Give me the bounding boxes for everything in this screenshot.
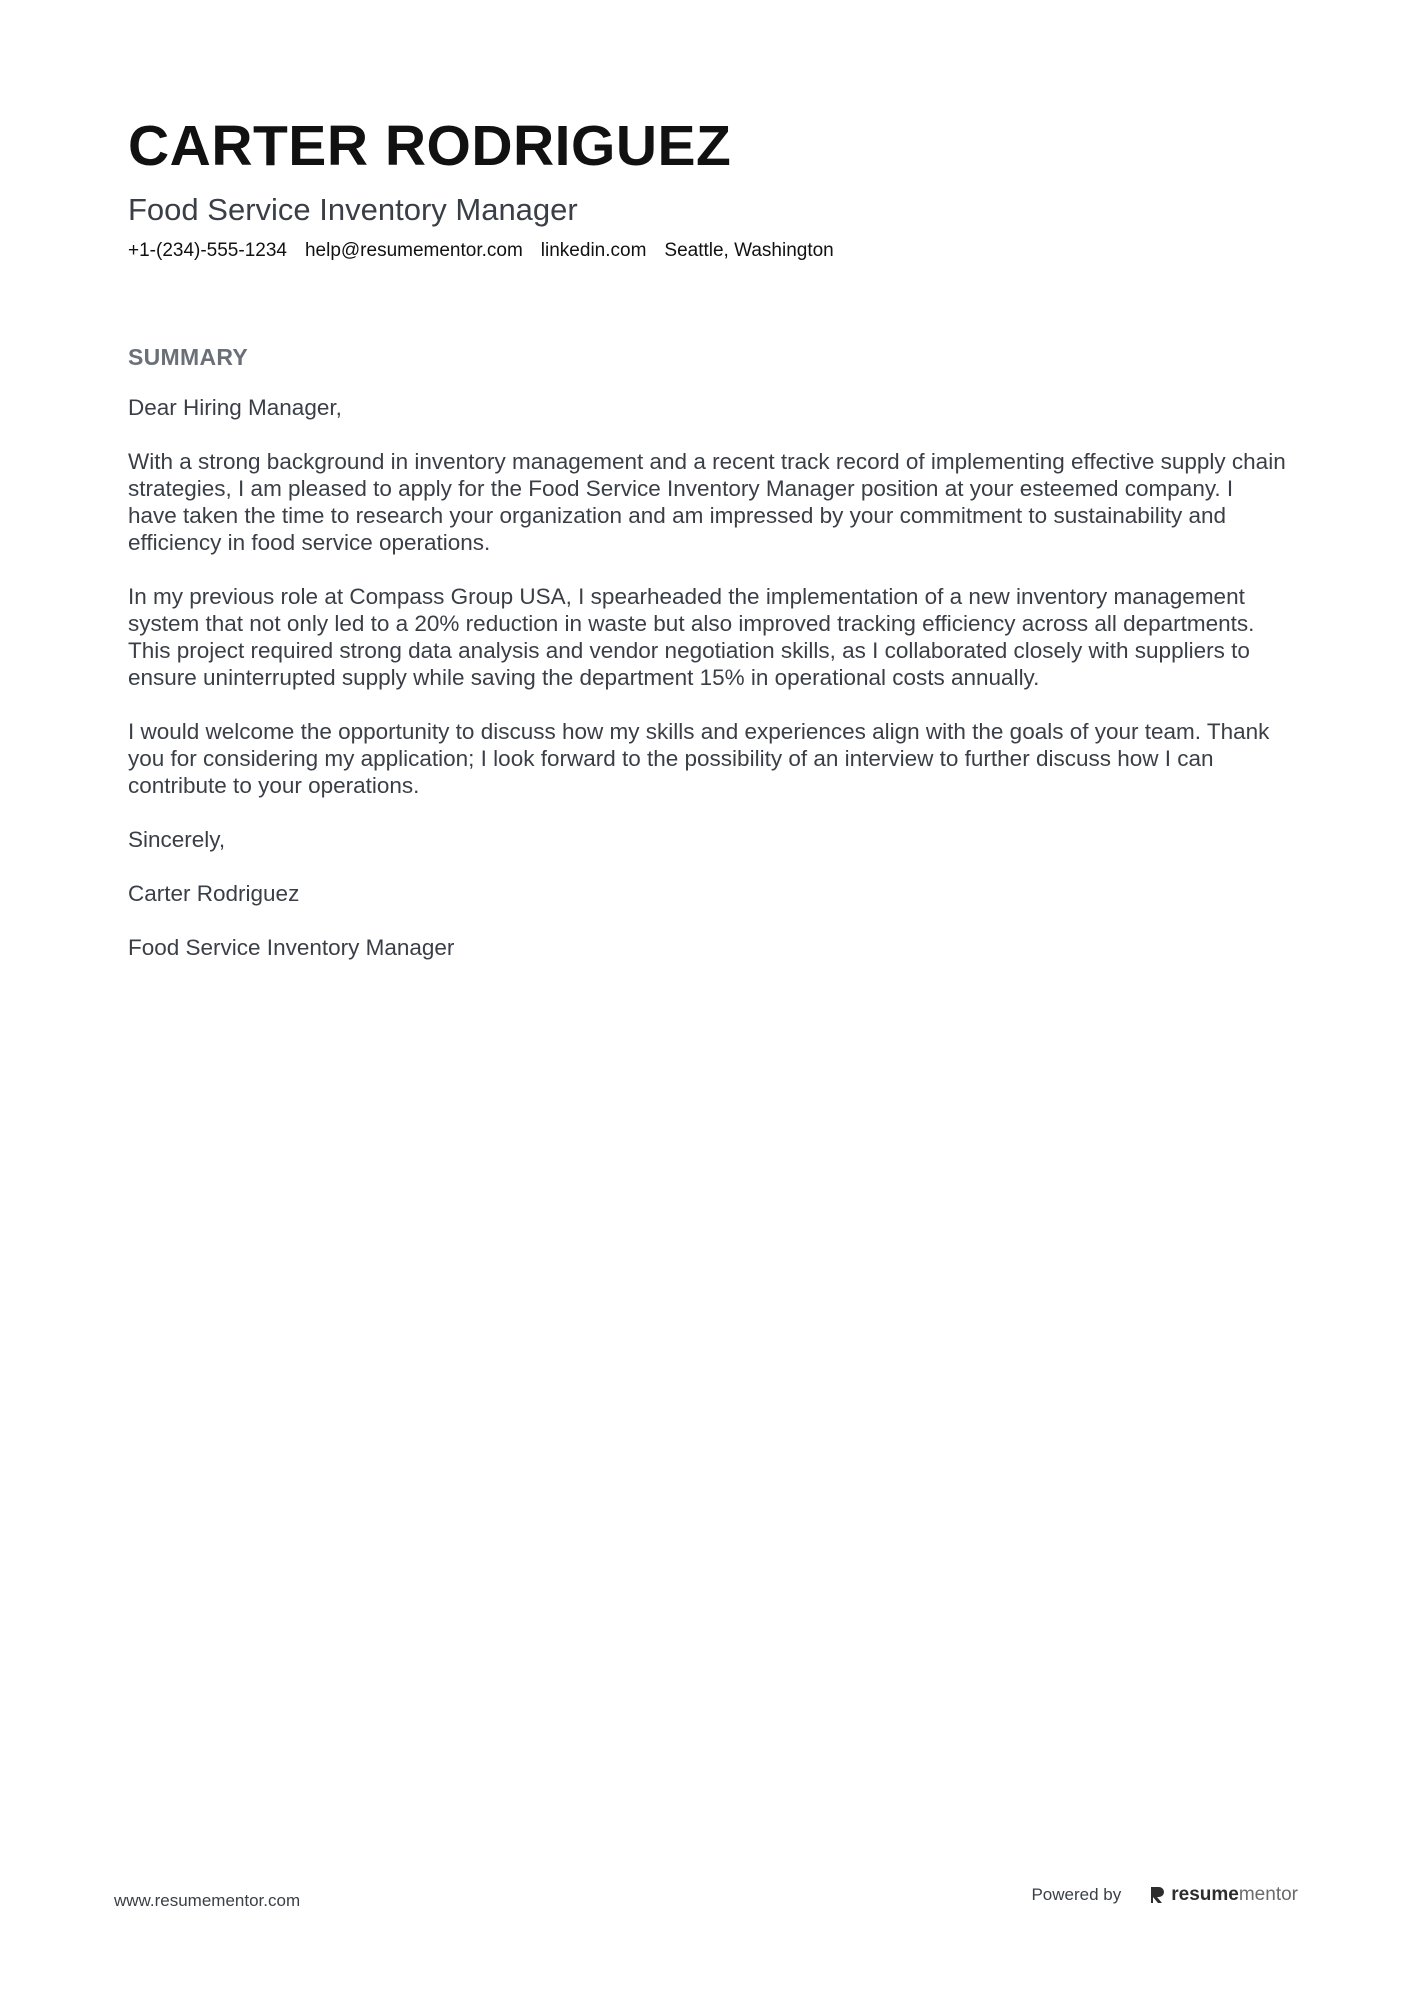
contact-email[interactable]: help@resumementor.com [304,240,523,261]
paragraph-1: With a strong background in inventory management and a recent track record of implementing effective supply chain strategies, I am pleased to apply for the Food Service Inventory Manager position at your esteemed company. I have taken the time to research your organization and am impressed by your commitment to sustainability and efficiency in food service operations. [128,449,1286,555]
brand-light: mentor [1238,1884,1298,1905]
signature-title: Food Service Inventory Manager [128,935,455,960]
section-title: SUMMARY [128,344,249,370]
powered-by-label: Powered by [1031,1885,1122,1904]
signature-name: Carter Rodriguez [128,881,300,906]
contact-location: Seattle, Washington [664,240,834,261]
header [128,108,1288,264]
footer-website[interactable]: www.resumementor.com [114,1891,301,1910]
candidate-role: Food Service Inventory Manager [128,192,578,227]
contact-linkedin[interactable]: linkedin.com [540,240,647,261]
contact-info [128,238,1288,264]
paragraph-3: I would welcome the opportunity to discuss how my skills and experiences align with the goals of your team. Thank you for considering my application; I look forward to the possibility of an interview to further discuss how I can contribute to your operations. [128,719,1270,798]
brand-logo[interactable] [1149,1884,1298,1906]
closing: Sincerely, [128,827,226,852]
greeting: Dear Hiring Manager, [128,395,342,420]
resumementor-logo-icon [1149,1885,1165,1905]
candidate-name: CARTER RODRIGUEZ [128,114,732,178]
paragraph-2: In my previous role at Compass Group USA, I spearheaded the implementation of a new inventory management system that not only led to a 20% reduction in waste but also improved tracking efficiency across all departments. This project required strong data analysis and vendor negotiation skills, as I collaborated closely with suppliers to ensure uninterrupted supply while saving the department 15% in operational costs annually. [128,584,1255,690]
footer-branding [1031,1884,1298,1906]
summary-section [128,342,1288,988]
brand-bold: resume [1171,1884,1239,1905]
contact-phone[interactable]: +1-(234)-555-1234 [128,240,287,261]
